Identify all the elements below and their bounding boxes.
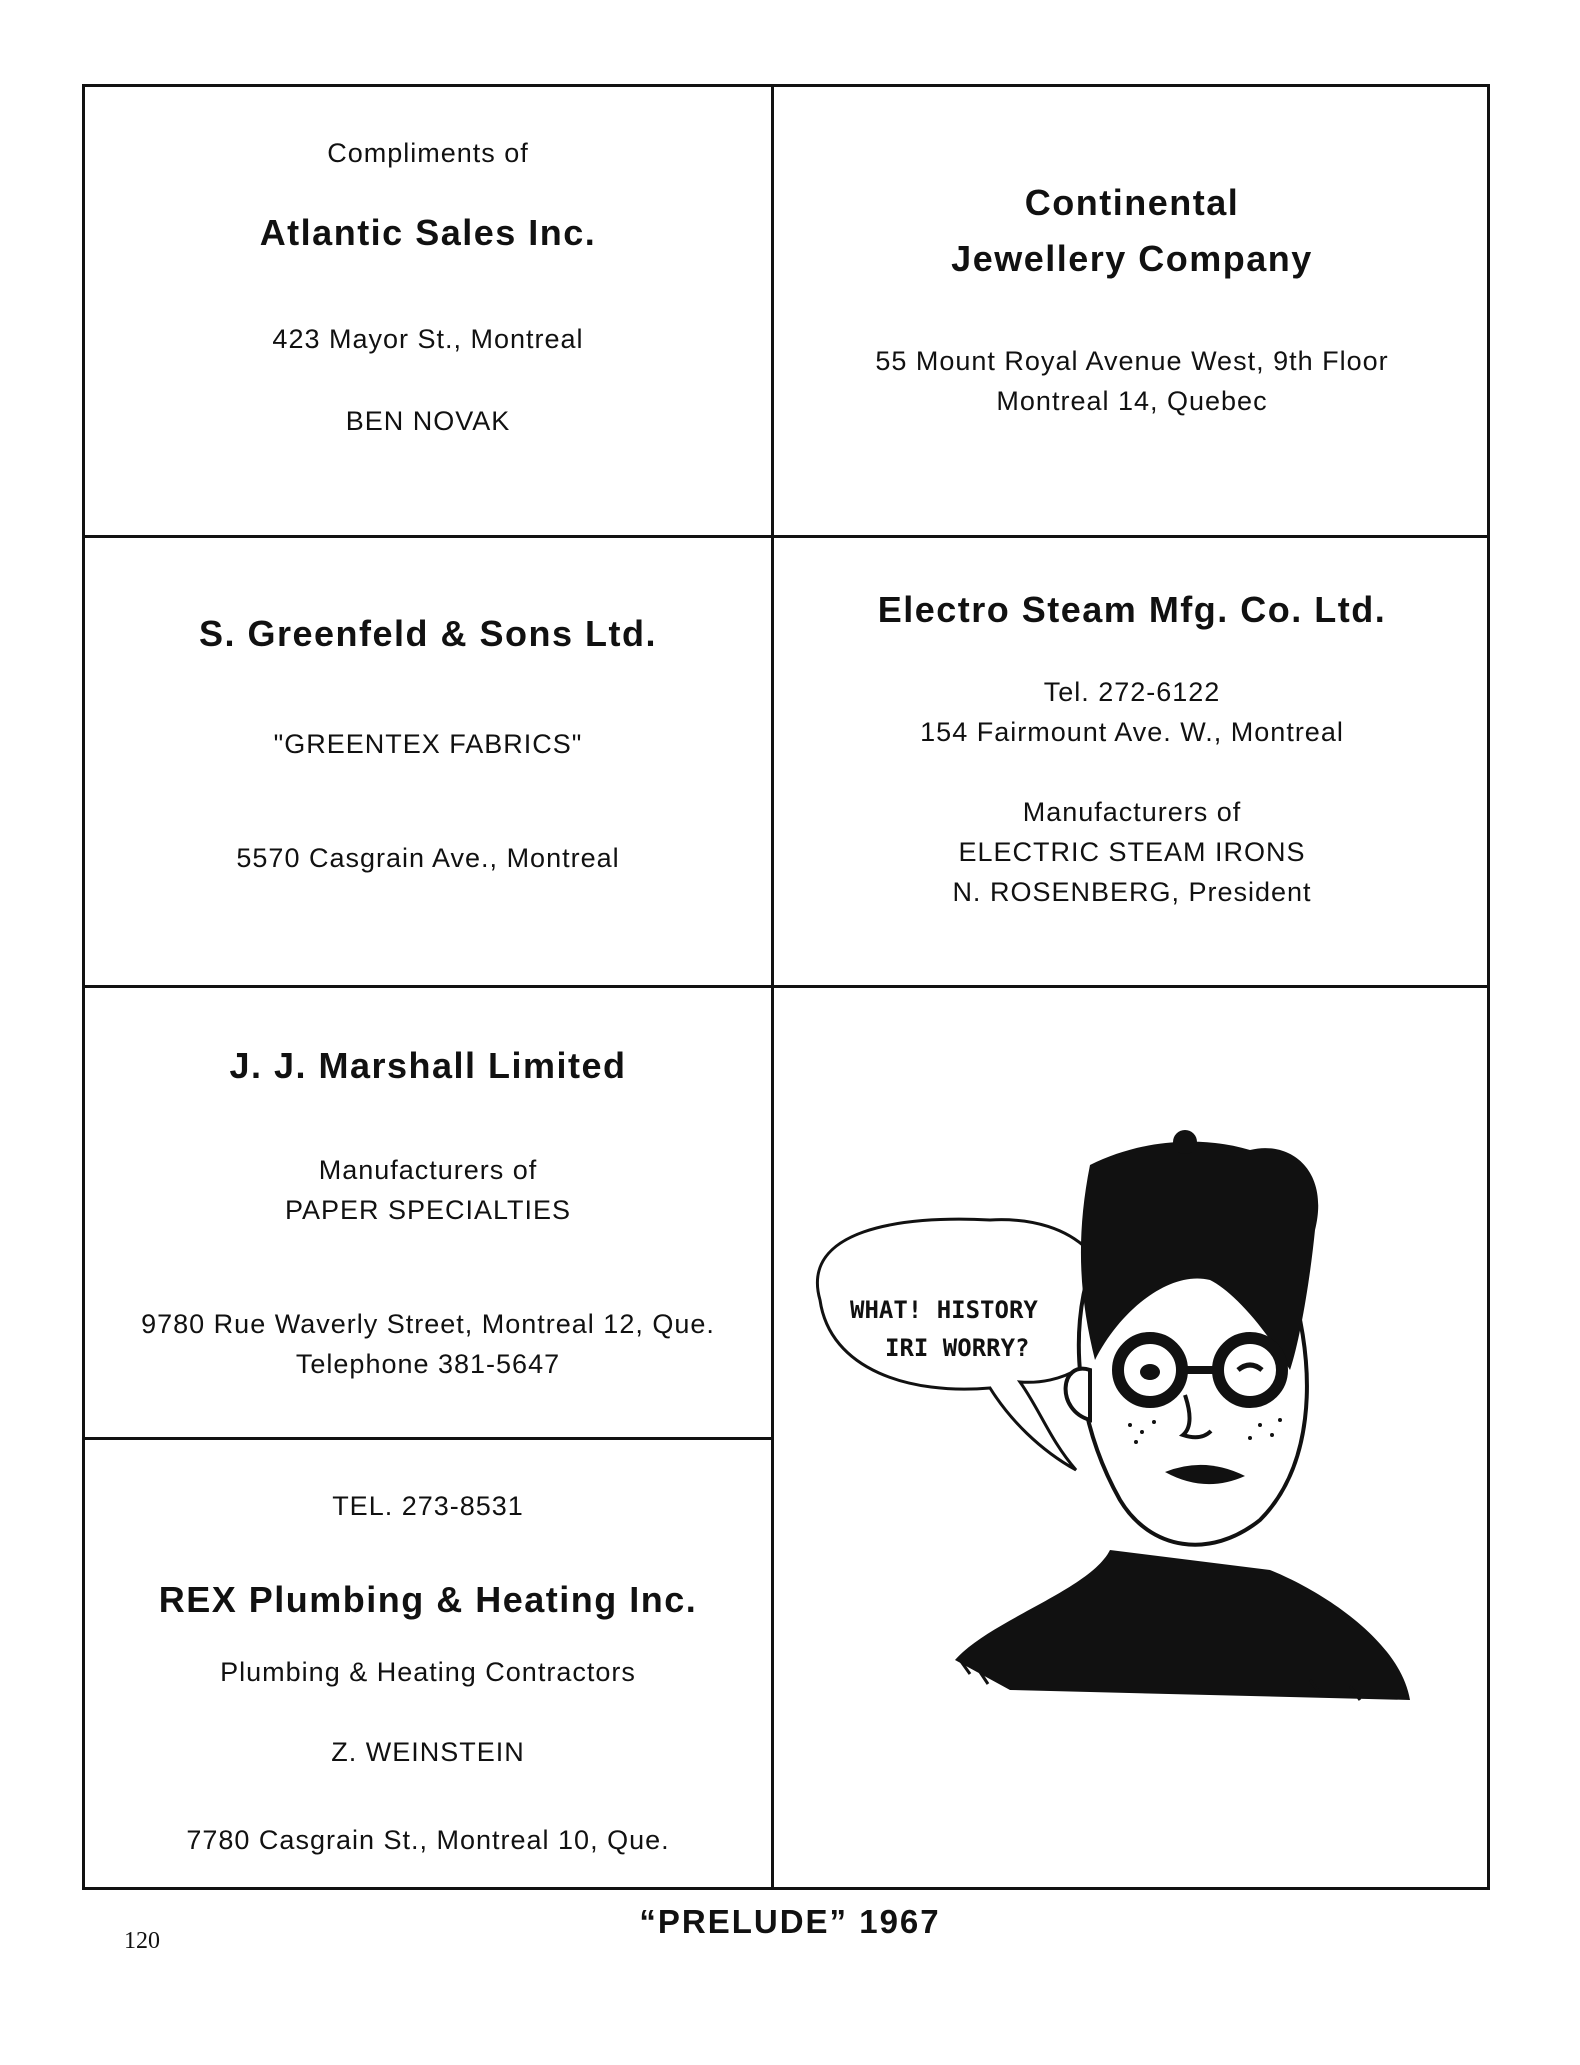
ad-electro-steam <box>774 538 1490 985</box>
description: ELECTRIC STEAM IRONS <box>958 837 1306 867</box>
address: Montreal 14, Quebec <box>996 386 1268 416</box>
sweater <box>955 1550 1410 1700</box>
ad-rex-plumbing <box>85 1440 771 1890</box>
company-name: Continental <box>1024 182 1240 223</box>
address: 5570 Casgrain Ave., Montreal <box>236 843 620 873</box>
company-name: REX Plumbing & Heating Inc. <box>158 1579 698 1620</box>
compliments-text: Compliments of <box>327 138 529 168</box>
address: 9780 Rue Waverly Street, Montreal 12, Que. <box>141 1309 715 1339</box>
address: 55 Mount Royal Avenue West, 9th Floor <box>875 346 1389 376</box>
bubble-text: IRI WORRY? <box>885 1334 1030 1362</box>
ad-marshall-limited <box>85 988 771 1437</box>
contact-name: N. ROSENBERG, President <box>952 877 1312 907</box>
publication-title: “PRELUDE” 1967 <box>639 1903 941 1940</box>
description: Plumbing & Heating Contractors <box>220 1657 636 1687</box>
bubble-text: WHAT! HISTORY <box>850 1296 1038 1324</box>
ear <box>1066 1369 1090 1420</box>
telephone: TEL. 273-8531 <box>332 1491 524 1521</box>
brand-name: "GREENTEX FABRICS" <box>273 729 583 759</box>
ad-greenfeld-sons <box>85 538 771 985</box>
address: 7780 Casgrain St., Montreal 10, Que. <box>186 1825 670 1855</box>
company-name: J. J. Marshall Limited <box>229 1045 627 1086</box>
glasses-right <box>1218 1338 1282 1402</box>
description: Manufacturers of <box>1022 797 1242 827</box>
address: 423 Mayor St., Montreal <box>272 324 584 354</box>
company-name: Jewellery Company <box>951 238 1313 279</box>
description: Manufacturers of <box>318 1155 538 1185</box>
contact-name: Z. WEINSTEIN <box>331 1737 525 1767</box>
contact-name: BEN NOVAK <box>345 406 511 436</box>
description: PAPER SPECIALTIES <box>284 1195 572 1225</box>
address: 154 Fairmount Ave. W., Montreal <box>920 717 1344 747</box>
telephone: Telephone 381-5647 <box>295 1349 561 1379</box>
ad-continental-jewellery <box>774 87 1490 535</box>
page-number: 120 <box>124 1928 160 1954</box>
company-name: Electro Steam Mfg. Co. Ltd. <box>877 589 1387 630</box>
company-name: Atlantic Sales Inc. <box>259 212 597 253</box>
ad-atlantic-sales <box>85 87 771 535</box>
company-name: S. Greenfeld & Sons Ltd. <box>198 613 658 654</box>
telephone: Tel. 272-6122 <box>1043 677 1221 707</box>
cartoon-illustration <box>790 1120 1450 1760</box>
